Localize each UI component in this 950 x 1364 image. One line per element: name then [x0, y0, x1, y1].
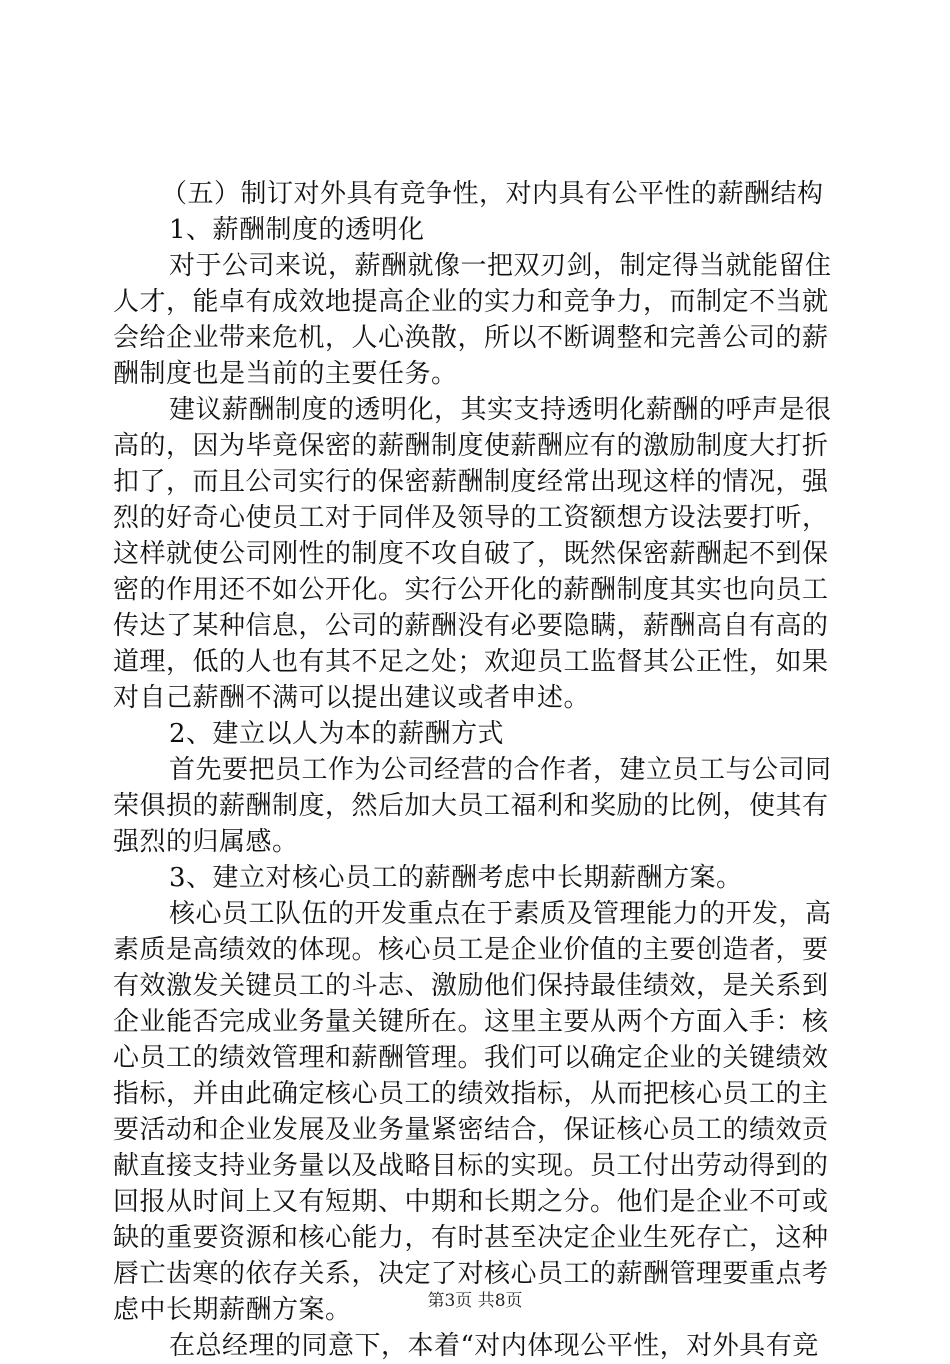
paragraph-line: 人才，能卓有成效地提高企业的实力和竞争力，而制定不当就: [113, 287, 829, 317]
paragraph-line: 酬制度也是当前的主要任务。: [113, 359, 458, 389]
paragraph-line: 会给企业带来危机，人心涣散，所以不断调整和完善公司的薪: [113, 323, 829, 353]
paragraph-line: 在总经理的同意下，本着“对内体现公平性，对外具有竞: [169, 1331, 819, 1361]
paragraph-line: 缺的重要资源和核心能力，有时甚至决定企业生死存亡，这种: [113, 1223, 829, 1253]
paragraph-line: 传达了某种信息，公司的薪酬没有必要隐瞒，薪酬高自有高的: [113, 611, 829, 641]
page-number-footer: 第3页 共8页: [427, 1291, 523, 1311]
paragraph-line: 回报从时间上又有短期、中期和长期之分。他们是企业不可或: [113, 1187, 829, 1217]
paragraph-line: 企业能否完成业务量关键所在。这里主要从两个方面入手：核: [113, 1007, 829, 1037]
paragraph-line: 唇亡齿寒的依存关系，决定了对核心员工的薪酬管理要重点考: [113, 1259, 829, 1289]
paragraph-line: 强烈的归属感。: [113, 827, 299, 857]
paragraph-line: 素质是高绩效的体现。核心员工是企业价值的主要创造者，要: [113, 935, 829, 965]
paragraph-line: 高的，因为毕竟保密的薪酬制度使薪酬应有的激励制度大打折: [113, 431, 829, 461]
paragraph-line: 烈的好奇心使员工对于同伴及领导的工资额想方设法要打听，: [113, 503, 829, 533]
paragraph-line: 对自己薪酬不满可以提出建议或者申述。: [113, 683, 591, 713]
paragraph-line: 献直接支持业务量以及战略目标的实现。员工付出劳动得到的: [113, 1151, 829, 1181]
paragraph-line: 扣了，而且公司实行的保密薪酬制度经常出现这样的情况，强: [113, 467, 829, 497]
paragraph-line: 荣俱损的薪酬制度，然后加大员工福利和奖励的比例，使其有: [113, 791, 829, 821]
paragraph-line: 有效激发关键员工的斗志、激励他们保持最佳绩效，是关系到: [113, 971, 829, 1001]
paragraph-line: 虑中长期薪酬方案。: [113, 1295, 352, 1325]
paragraph-line: 首先要把员工作为公司经营的合作者，建立员工与公司同: [169, 755, 832, 785]
paragraph-line: 对于公司来说，薪酬就像一把双刃剑，制定得当就能留住: [169, 251, 832, 281]
section-heading: （五）制订对外具有竞争性，对内具有公平性的薪酬结构: [161, 179, 824, 209]
paragraph-line: 道理，低的人也有其不足之处；欢迎员工监督其公正性，如果: [113, 647, 829, 677]
paragraph-line: 建议薪酬制度的透明化，其实支持透明化薪酬的呼声是很: [169, 395, 832, 425]
paragraph-line: 密的作用还不如公开化。实行公开化的薪酬制度其实也向员工: [113, 575, 829, 605]
subsection-heading: 2、建立以人为本的薪酬方式: [169, 719, 505, 749]
subsection-heading: 3、建立对核心员工的薪酬考虑中长期薪酬方案。: [169, 863, 743, 893]
paragraph-line: 指标，并由此确定核心员工的绩效指标，从而把核心员工的主: [113, 1079, 829, 1109]
subsection-heading: 1、薪酬制度的透明化: [169, 215, 425, 245]
paragraph-line: 核心员工队伍的开发重点在于素质及管理能力的开发，高: [169, 899, 832, 929]
paragraph-line: 心员工的绩效管理和薪酬管理。我们可以确定企业的关键绩效: [113, 1043, 829, 1073]
paragraph-line: 这样就使公司刚性的制度不攻自破了，既然保密薪酬起不到保: [113, 539, 829, 569]
paragraph-line: 要活动和企业发展及业务量紧密结合，保证核心员工的绩效贡: [113, 1115, 829, 1145]
document-body: [113, 176, 833, 1364]
